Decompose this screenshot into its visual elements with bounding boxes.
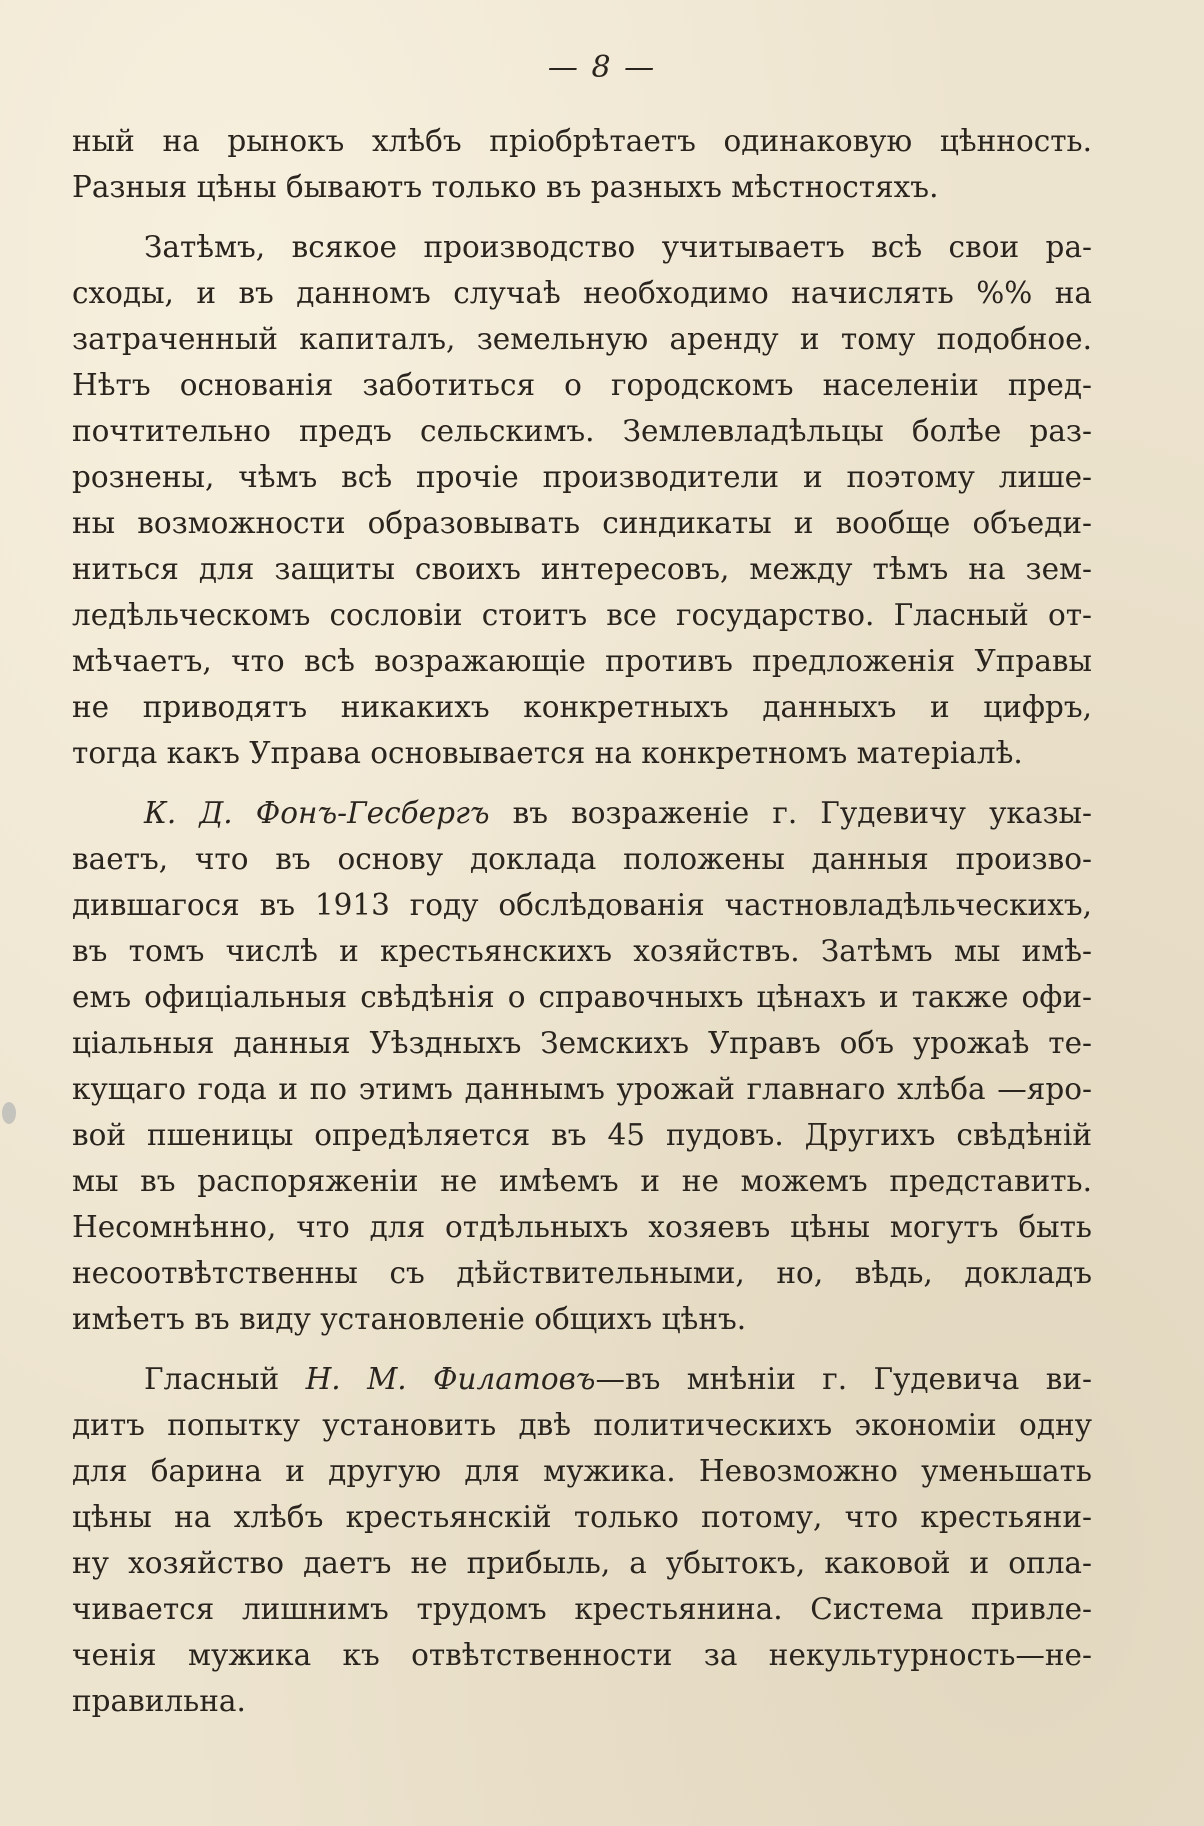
text-line: дитъ попытку установить двѣ политическихъ экономіи одну — [72, 1408, 1092, 1442]
paragraph — [72, 790, 1092, 1342]
speaker-name: Н. М. Филатовъ — [305, 1362, 596, 1396]
text-line — [72, 790, 1092, 836]
text-line: вой пшеницы опредѣляется въ 45 пудовъ. Другихъ свѣдѣній — [72, 1118, 1092, 1152]
text-line: дившагося въ 1913 году обслѣдованія частновладѣльческихъ, — [72, 888, 1092, 922]
speaker-name: К. Д. Фонъ-Гесбергъ — [144, 796, 490, 830]
text-line: тогда какъ Управа основывается на конкретномъ матеріалѣ. — [72, 736, 1023, 770]
body-text — [72, 118, 1092, 1724]
text-line: для барина и другую для мужика. Невозможно уменьшать — [72, 1454, 1092, 1488]
text-line: рознены, чѣмъ всѣ прочіе производители и поэтому лише- — [72, 460, 1092, 494]
text-line: не приводятъ никакихъ конкретныхъ данныхъ и цифръ, — [72, 690, 1092, 724]
text-line: ваетъ, что въ основу доклада положены данныя произво- — [72, 842, 1092, 876]
text-line: цѣны на хлѣбъ крестьянскій только потому, что крестьяни- — [72, 1500, 1092, 1534]
text-line: мы въ распоряженіи не имѣемъ и не можемъ представить. — [72, 1164, 1092, 1198]
text-line: чивается лишнимъ трудомъ крестьянина. Система привле- — [72, 1592, 1092, 1626]
text-line: Разныя цѣны бываютъ только въ разныхъ мѣстностяхъ. — [72, 170, 939, 204]
text-line: кущаго года и по этимъ даннымъ урожай главнаго хлѣба —яро- — [72, 1072, 1092, 1106]
page-number: — 8 — — [547, 50, 657, 85]
text-line: емъ офиціальныя свѣдѣнія о справочныхъ цѣнахъ и также офи- — [72, 980, 1092, 1014]
text-line: ниться для защиты своихъ интересовъ, между тѣмъ на зем- — [72, 552, 1092, 586]
text-line: правильна. — [72, 1684, 246, 1718]
text-line: имѣетъ въ виду установленіе общихъ цѣнъ. — [72, 1302, 747, 1336]
text-line: ный на рынокъ хлѣбъ пріобрѣтаетъ одинаковую цѣнность. — [72, 124, 1092, 158]
paragraph — [72, 224, 1092, 776]
text-line: ны возможности образовывать синдикаты и вообще объеди- — [72, 506, 1092, 540]
text-line: въ томъ числѣ и крестьянскихъ хозяйствъ. Затѣмъ мы имѣ- — [72, 934, 1092, 968]
text-line: ну хозяйство даетъ не прибыль, а убытокъ, каковой и опла- — [72, 1546, 1092, 1580]
text-line: Несомнѣнно, что для отдѣльныхъ хозяевъ цѣны могутъ быть — [72, 1210, 1092, 1244]
text-line: затраченный капиталъ, земельную аренду и тому подобное. — [72, 322, 1092, 356]
text-line: мѣчаетъ, что всѣ возражающіе противъ предложенія Управы — [72, 644, 1092, 678]
text-fragment: —въ мнѣніи г. Гудевича ви- — [595, 1362, 1092, 1396]
text-line: сходы, и въ данномъ случаѣ необходимо начислять %% на — [72, 276, 1092, 310]
paper-stain — [2, 1102, 16, 1124]
text-fragment: въ возраженіе г. Гудевичу указы- — [512, 796, 1092, 830]
text-line: ледѣльческомъ сословіи стоитъ все государство. Гласный от- — [72, 598, 1092, 632]
text-line: Нѣтъ основанія заботиться о городскомъ населеніи пред- — [72, 368, 1092, 402]
text-line: почтительно предъ сельскимъ. Землевладѣльцы болѣе раз- — [72, 414, 1092, 448]
text-line: несоотвѣтственны съ дѣйствительными, но, вѣдь, докладъ — [72, 1256, 1092, 1290]
text-line: ціальныя данныя Уѣздныхъ Земскихъ Управъ объ урожаѣ те- — [72, 1026, 1092, 1060]
text-fragment: Гласный — [144, 1362, 280, 1396]
text-line: Затѣмъ, всякое производство учитываетъ всѣ свои ра- — [144, 230, 1092, 264]
text-line: ченія мужика къ отвѣтственности за некультурность—не- — [72, 1638, 1092, 1672]
paragraph — [72, 118, 1092, 210]
text-line — [72, 1356, 1092, 1402]
paragraph — [72, 1356, 1092, 1724]
